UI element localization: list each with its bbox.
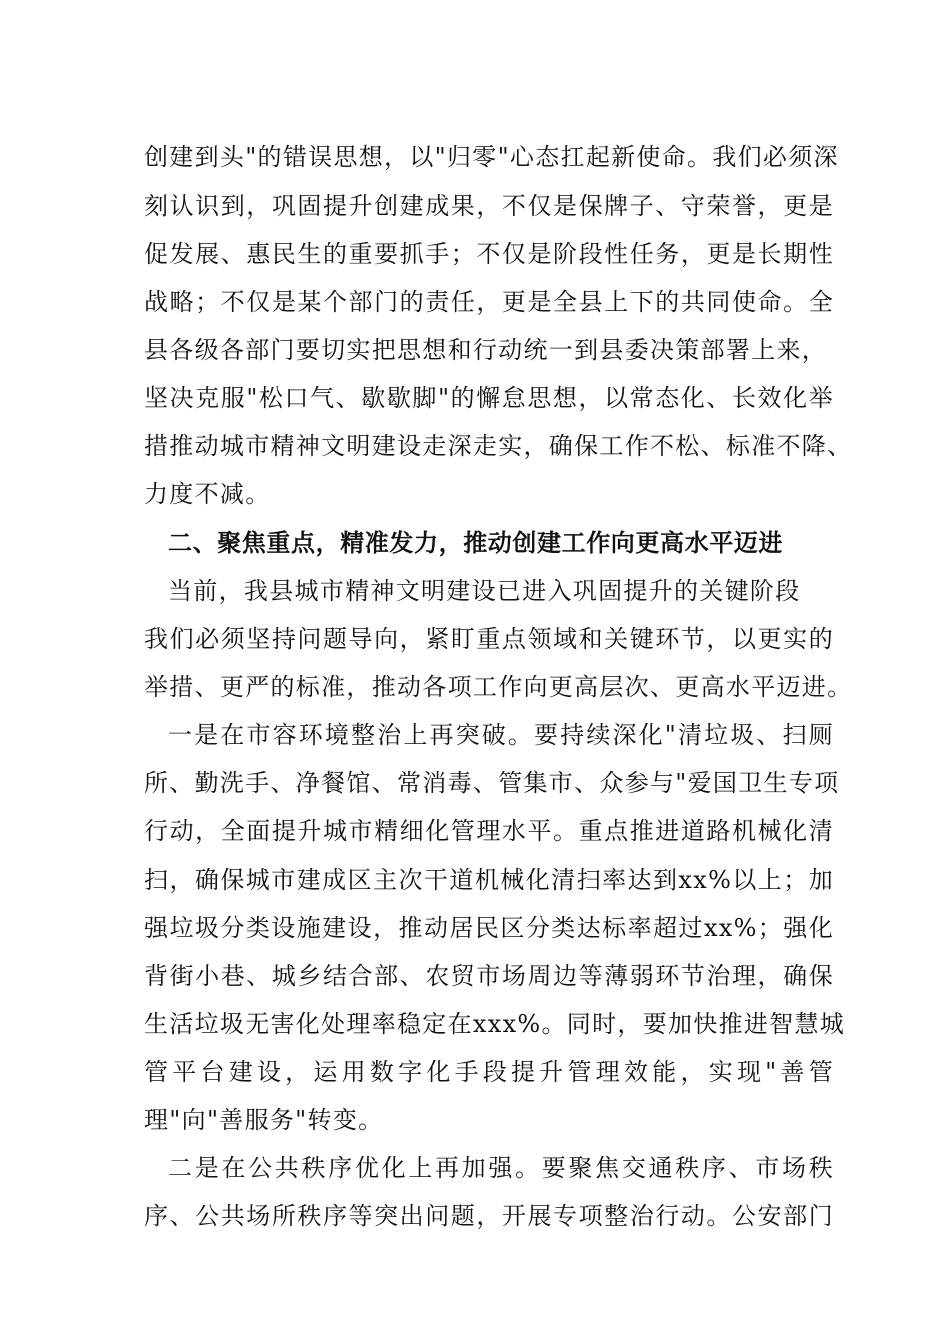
body-text-line: 强垃圾分类设施建设，推动居民区分类达标率超过xx%；强化 xyxy=(144,914,834,942)
body-text-line: 当前，我县城市精神文明建设已进入巩固提升的关键阶段 xyxy=(168,577,801,605)
body-text-line: 管平台建设，运用数字化手段提升管理效能，实现"善管 xyxy=(144,1058,834,1086)
body-text-line: 所、勤洗手、净餐馆、常消毒、管集市、众参与"爱国卫生专项 xyxy=(144,769,840,797)
body-text-line: 坚决克服"松口气、歇歇脚"的懈怠思想，以常态化、长效化举 xyxy=(144,384,834,412)
body-text-line: 措推动城市精神文明建设走深走实，确保工作不松、标准不降、 xyxy=(144,432,853,460)
body-text-line: 扫，确保城市建成区主次干道机械化清扫率达到xx%以上；加 xyxy=(144,866,834,894)
body-text-line: 刻认识到，巩固提升创建成果，不仅是保牌子、守荣誉，更是 xyxy=(144,192,834,220)
body-text-line: 我们必须坚持问题导向，紧盯重点领域和关键环节，以更实的 xyxy=(144,625,834,653)
body-text-line: 力度不减。 xyxy=(144,480,271,508)
body-text-line: 举措、更严的标准，推动各项工作向更高层次、更高水平迈进。 xyxy=(144,673,853,701)
body-text-line: 一是在市容环境整治上再突破。要持续深化"清垃圾、扫厕 xyxy=(168,721,834,749)
body-text-line: 战略；不仅是某个部门的责任，更是全县上下的共同使命。全 xyxy=(144,288,834,316)
body-text-line: 背街小巷、城乡结合部、农贸市场周边等薄弱环节治理，确保 xyxy=(144,962,834,990)
body-text-line: 促发展、惠民生的重要抓手；不仅是阶段性任务，更是长期性 xyxy=(144,240,834,268)
body-text-line: 创建到头"的错误思想，以"归零"心态扛起新使命。我们必须深 xyxy=(144,143,839,171)
body-text-line: 二是在公共秩序优化上再加强。要聚焦交通秩序、市场秩 xyxy=(168,1154,834,1182)
body-text-line: 生活垃圾无害化处理率稳定在xxx%。同时，要加快推进智慧城 xyxy=(144,1010,846,1038)
body-text-line: 县各级各部门要切实把思想和行动统一到县委决策部署上来， xyxy=(144,336,828,364)
section-heading: 二、聚焦重点，精准发力，推动创建工作向更高水平迈进 xyxy=(168,528,783,557)
body-text-line: 序、公共场所秩序等突出问题，开展专项整治行动。公安部门 xyxy=(144,1202,834,1230)
body-text-line: 行动，全面提升城市精细化管理水平。重点推进道路机械化清 xyxy=(144,817,834,845)
body-text-line: 理"向"善服务"转变。 xyxy=(144,1106,384,1134)
